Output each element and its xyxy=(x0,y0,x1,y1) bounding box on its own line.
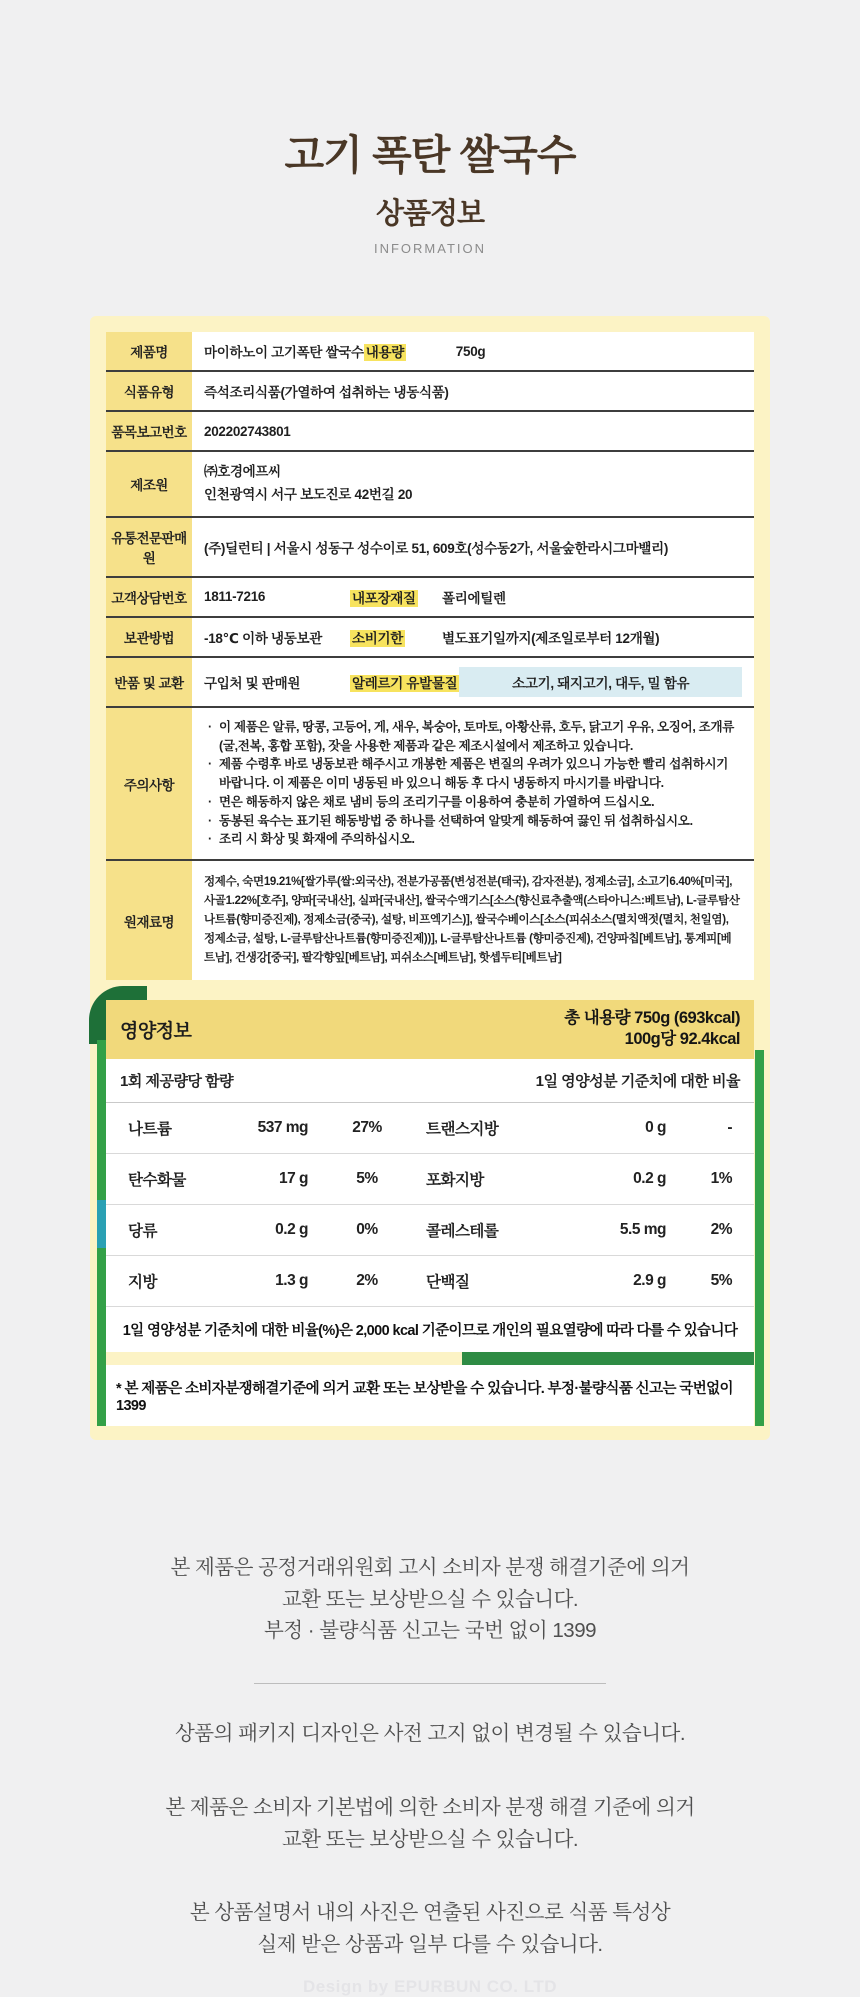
nutrition-row xyxy=(106,1256,754,1307)
report-no-value: 202202743801 xyxy=(192,412,754,450)
row-label: 유통전문판매원 xyxy=(106,518,192,576)
nutrient-name: 포화지방 xyxy=(426,1171,484,1189)
shelf-life-value: 별도표기일까지(제조일로부터 12개월) xyxy=(442,630,660,646)
nutrient-percent: 27% xyxy=(352,1118,382,1136)
nutrient-amount: 0.2 g xyxy=(275,1220,308,1238)
customer-service-number: 1811-7216 xyxy=(204,589,266,605)
nutrient-amount: 5.5 mg xyxy=(619,1220,666,1238)
row-label: 고객상담번호 xyxy=(106,578,192,616)
manufacturer-name: ㈜호경에프씨 xyxy=(204,464,281,479)
shelf-life-label: 소비기한 xyxy=(352,630,403,646)
nutrient-name: 단백질 xyxy=(426,1273,470,1291)
nutrient-name: 당류 xyxy=(128,1222,157,1240)
product-name-value: 마이하노이 고기폭탄 쌀국수 xyxy=(204,345,364,360)
row-label: 품목보고번호 xyxy=(106,412,192,450)
nutrition-row xyxy=(106,1154,754,1205)
nutrient-amount: 537 mg xyxy=(257,1118,308,1136)
daily-value-footnote: 1일 영양성분 기준치에 대한 비율(%)은 2,000 kcal 기준이므로 개인의 필요열량에 따라 다를 수 있습니다 xyxy=(122,1322,738,1339)
nutrient-percent: - xyxy=(727,1118,732,1136)
row-label: 반품 및 교환 xyxy=(106,658,192,706)
nutrient-name: 트랜스지방 xyxy=(426,1120,499,1138)
net-weight-label: 내용량 xyxy=(365,345,405,360)
caution-item: · 면은 해동하지 않은 채로 냄비 등의 조리기구를 이용하여 충분히 가열하여 드십시오. xyxy=(208,793,742,812)
green-right-stripe xyxy=(755,1050,764,1426)
nutrient-name: 나트륨 xyxy=(128,1120,172,1138)
per-100g-calories: 100g당 92.4kcal xyxy=(624,1030,740,1049)
nutrition-panel xyxy=(106,1000,754,1426)
nutrient-percent: 0% xyxy=(356,1220,378,1238)
storage-method-value: -18℃ 이하 냉동보관 xyxy=(204,630,323,646)
teal-left-stripe xyxy=(97,1200,106,1248)
table-row-manufacturer xyxy=(106,452,754,518)
caution-item: · 동봉된 육수는 표기된 해동방법 중 하나를 선택하여 알맞게 해동하여 끓인 뒤 섭취하십시오. xyxy=(208,812,742,831)
net-weight-value: 750g xyxy=(455,343,486,359)
table-row-returns xyxy=(106,658,754,708)
nutrient-amount: 0 g xyxy=(645,1118,666,1136)
nutrient-amount: 1.3 g xyxy=(275,1271,308,1289)
returns-value: 구입처 및 판매원 xyxy=(204,675,301,691)
allergen-label: 알레르기 유발물질 xyxy=(352,675,458,691)
ingredients-value: 정제수, 숙면19.21%[쌀가루(쌀:외국산), 전분가공품(변성전분(태국), 감자전분), 정제소금], 소고기6.40%[미국], 사골1.22%[호주], 양파[국내산], 실파[국내산], 쌀국수액기스[소스(향신료추출액(스타아니스:베트남), L-글루탐산나트륨(향미증진제), 정제소금(중국), 설탕, 비프엑기스)], 쌀국수베이스[소스(피쉬소스(멸치액젓(멸치, 천일염), 정제소금, 설탕, L-글루탐산나트륨(향미증진제))], L-글루탐산나트륨 (향미증진제), 건양파칩[베트남], 통계피[베트남], 건생강[중국], 팔각향잎[베트남], 피쉬소스[베트남], 핫셉두티[베트남] xyxy=(192,861,754,980)
nutrient-name: 탄수화물 xyxy=(128,1171,186,1189)
notice-photo-disclaimer: 본 상품설명서 내의 사진은 연출된 사진으로 식품 특성상 실제 받은 상품과 일부 다를 수 있습니다. xyxy=(189,1901,671,1957)
green-bar-decoration xyxy=(462,1352,754,1365)
nutrition-row xyxy=(106,1205,754,1256)
table-row-ingredients xyxy=(106,861,754,980)
nutrition-table xyxy=(106,1059,754,1352)
allergen-value: 소고기, 돼지고기, 대두, 밀 함유 xyxy=(459,667,742,697)
nutrient-percent: 5% xyxy=(356,1169,378,1187)
page-header xyxy=(0,0,860,256)
table-row-distributor xyxy=(106,518,754,578)
table-row-cautions xyxy=(106,708,754,861)
row-label: 식품유형 xyxy=(106,372,192,410)
notice-package-design: 상품의 패키지 디자인은 사전 고지 없이 변경될 수 있습니다. xyxy=(174,1722,686,1746)
packaging-material-label: 내포장재질 xyxy=(352,590,416,606)
nutrient-percent: 2% xyxy=(710,1220,732,1238)
table-row-storage xyxy=(106,618,754,658)
food-type-value: 즉석조리식품(가열하여 섭취하는 냉동식품) xyxy=(192,372,754,410)
nutrition-header xyxy=(106,1000,754,1059)
row-label: 제품명 xyxy=(106,332,192,370)
table-row-product-name xyxy=(106,332,754,372)
packaging-material-value: 폴리에틸렌 xyxy=(442,590,506,606)
design-watermark: Design by EPURBUN CO. LTD xyxy=(303,1976,557,1996)
nutrition-title: 영양정보 xyxy=(120,1020,192,1042)
product-title: 고기 폭탄 쌀국수 xyxy=(284,132,576,178)
total-content-calories: 총 내용량 750g (693kcal) xyxy=(564,1008,740,1027)
row-label: 제조원 xyxy=(106,452,192,516)
section-title-en: INFORMATION xyxy=(373,241,487,256)
nutrient-percent: 2% xyxy=(356,1271,378,1289)
caution-item: · 이 제품은 알류, 땅콩, 고등어, 게, 새우, 복숭아, 토마토, 아황산류, 호두, 닭고기 우유, 오징어, 조개류(굴,전복, 홍합 포함), 잣을 사용한 제품과 같은 제조시설에서 제조하고 있습니다. xyxy=(208,718,742,756)
table-row-customer-service xyxy=(106,578,754,618)
nutrient-amount: 0.2 g xyxy=(633,1169,666,1187)
divider-line xyxy=(254,1683,606,1684)
bottom-notices xyxy=(0,1552,860,1997)
caution-item: · 조리 시 화상 및 화재에 주의하십시오. xyxy=(208,830,742,849)
row-label: 원재료명 xyxy=(106,861,192,980)
nutrient-percent: 5% xyxy=(710,1271,732,1289)
nutrient-percent: 1% xyxy=(710,1169,732,1187)
row-label: 보관방법 xyxy=(106,618,192,656)
table-row-food-type xyxy=(106,372,754,412)
nutrient-name: 지방 xyxy=(128,1273,157,1291)
notice-consumer-law: 본 제품은 소비자 기본법에 의한 소비자 분쟁 해결 기준에 의거 교환 또는 보상받으실 수 있습니다. xyxy=(165,1795,695,1851)
nutrient-amount: 2.9 g xyxy=(633,1271,666,1289)
section-title: 상품정보 xyxy=(375,198,485,230)
per-serving-header: 1회 제공량당 함량 xyxy=(120,1072,234,1090)
info-card xyxy=(90,316,770,1440)
nutrient-amount: 17 g xyxy=(278,1169,308,1187)
notice-dispute: 본 제품은 공정거래위원회 고시 소비자 분쟁 해결기준에 의거 교환 또는 보상받으실 수 있습니다. 부정 · 불량식품 신고는 국번 없이 1399 xyxy=(170,1555,690,1643)
row-label: 주의사항 xyxy=(106,708,192,859)
caution-item: · 제품 수령후 바로 냉동보관 해주시고 개봉한 제품은 변질의 우려가 있으니 가능한 빨리 섭취하시기 바랍니다. 이 제품은 이미 냉동된 바 있으니 해동 후 다시 냉동하지 마시기를 바랍니다. xyxy=(208,755,742,793)
nutrition-row xyxy=(106,1103,754,1154)
table-row-report-no xyxy=(106,412,754,452)
product-info-table xyxy=(106,332,754,980)
distributor-value: (주)딜런티 | 서울시 성동구 성수이로 51, 609호(성수동2가, 서울숲한라시그마밸리) xyxy=(192,518,754,576)
consumer-report-note: * 본 제품은 소비자분쟁해결기준에 의거 교환 또는 보상받을 수 있습니다. 부정·불량식품 신고는 국번없이 1399 xyxy=(106,1365,754,1426)
manufacturer-address: 인천광역시 서구 보도진로 42번길 20 xyxy=(204,486,413,502)
daily-value-header: 1일 영양성분 기준치에 대한 비율 xyxy=(535,1072,740,1090)
nutrient-name: 콜레스테롤 xyxy=(426,1222,499,1240)
